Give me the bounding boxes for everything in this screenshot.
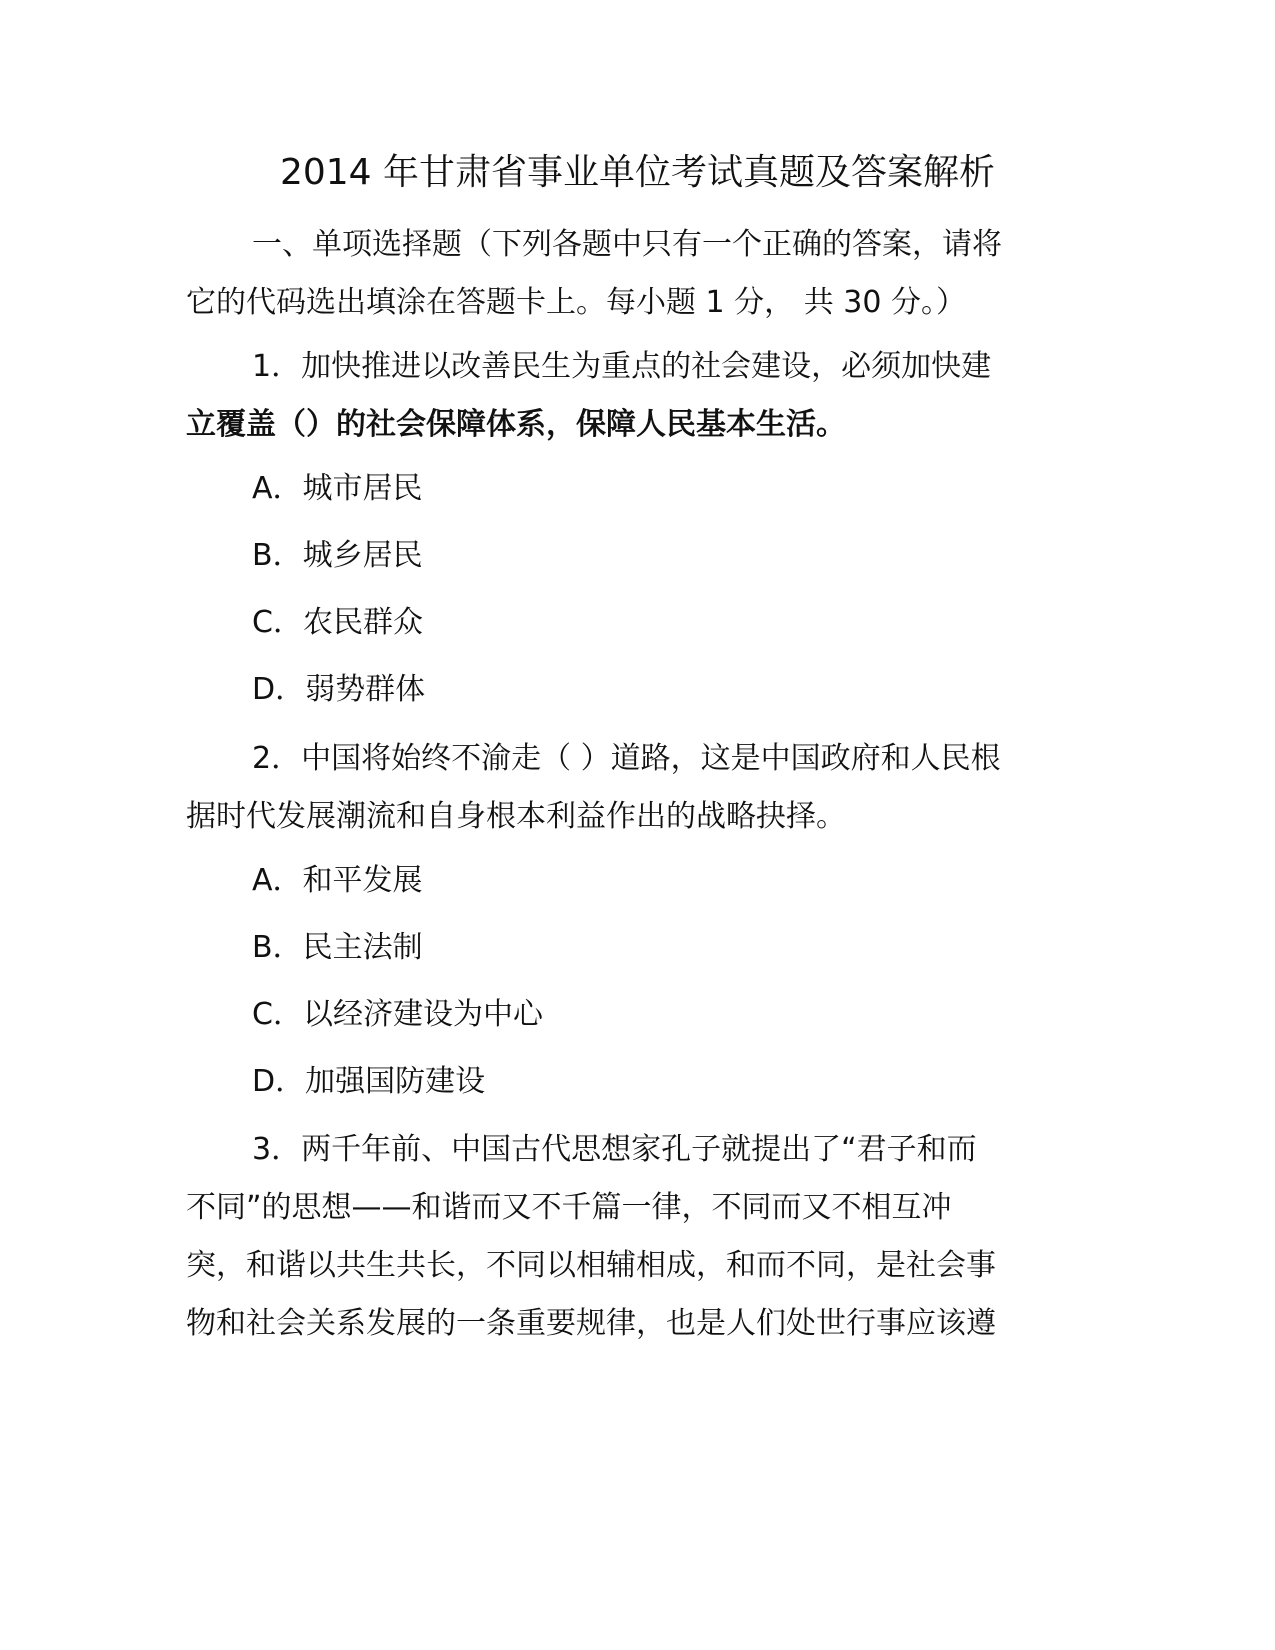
document-title: 2014 年甘肃省事业单位考试真题及答案解析 bbox=[279, 152, 996, 193]
section-heading bbox=[186, 216, 1076, 332]
question-text-line: 1．加快推进以改善民生为重点的社会建设，必须加快建 bbox=[252, 349, 992, 384]
option-text: C．以经济建设为中心 bbox=[252, 997, 543, 1032]
question-2-option-c bbox=[186, 986, 1076, 1044]
question-2-option-a bbox=[186, 852, 1076, 910]
section-heading-line: 一、单项选择题（下列各题中只有一个正确的答案，请将 bbox=[252, 227, 1002, 262]
question-3-stem bbox=[186, 1121, 1076, 1353]
question-2-option-d bbox=[186, 1053, 1076, 1111]
question-1-stem bbox=[186, 338, 1076, 454]
question-2-option-b bbox=[186, 919, 1076, 977]
question-text-line: 立覆盖（）的社会保障体系，保障人民基本生活。 bbox=[186, 407, 846, 442]
option-text: C．农民群众 bbox=[252, 605, 423, 640]
question-1-option-b bbox=[186, 527, 1076, 585]
question-text-line: 据时代发展潮流和自身根本利益作出的战略抉择。 bbox=[186, 799, 846, 834]
question-1-option-a bbox=[186, 460, 1076, 518]
section-heading-line: 它的代码选出填涂在答题卡上。每小题 1 分， 共 30 分。） bbox=[186, 285, 966, 320]
option-text: D．加强国防建设 bbox=[252, 1064, 486, 1099]
option-text: A．城市居民 bbox=[252, 471, 423, 506]
question-text-line: 3．两千年前、中国古代思想家孔子就提出了“君子和而 bbox=[252, 1132, 977, 1167]
option-text: D．弱势群体 bbox=[252, 672, 426, 707]
option-text: B．城乡居民 bbox=[252, 538, 423, 573]
option-text: B．民主法制 bbox=[252, 930, 423, 965]
question-text-line: 突，和谐以共生共长，不同以相辅相成，和而不同，是社会事 bbox=[186, 1248, 996, 1283]
question-text-line: 不同”的思想——和谐而又不千篇一律，不同而又不相互冲 bbox=[186, 1190, 952, 1225]
question-1-option-d bbox=[186, 661, 1076, 719]
question-text-line: 2．中国将始终不渝走（ ）道路，这是中国政府和人民根 bbox=[252, 741, 1001, 776]
question-1-option-c bbox=[186, 594, 1076, 652]
question-text-line: 物和社会关系发展的一条重要规律，也是人们处世行事应该遵 bbox=[186, 1306, 996, 1341]
option-text: A．和平发展 bbox=[252, 863, 423, 898]
question-2-stem bbox=[186, 730, 1076, 846]
